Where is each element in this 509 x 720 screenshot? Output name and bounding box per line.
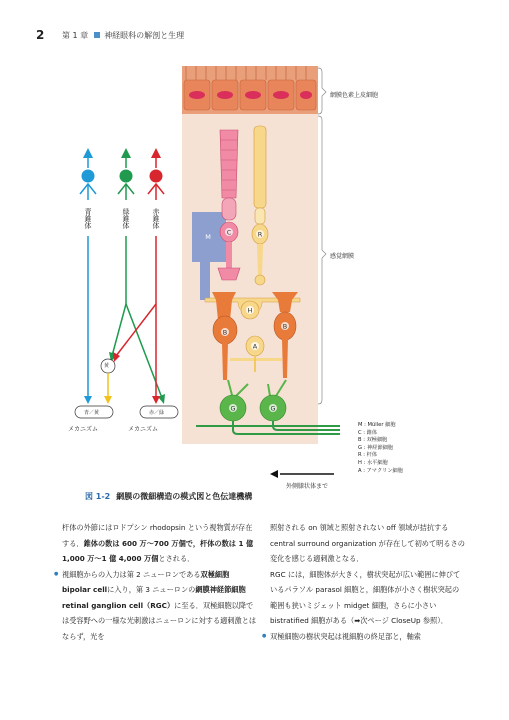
- red-cone-dot: [150, 170, 163, 183]
- page-number: 2: [36, 28, 45, 42]
- label-b-right: B: [282, 322, 288, 331]
- left-paragraph-2: [62, 567, 257, 645]
- left-p1-text: 杆体の外節にはロドプシン rhodopsin という視物質が存在する．: [62, 523, 253, 548]
- body-left-column: [62, 520, 257, 644]
- figure-caption-text: 網膜の微細構造の模式図と色伝達機構: [116, 492, 253, 501]
- blue-cone-label: 青錐体: [84, 208, 92, 229]
- green-cone-dot: [120, 170, 133, 183]
- color-pathways: [80, 148, 165, 404]
- green-cone-label: 緑錐体: [122, 208, 130, 229]
- chapter-label: 第 1 章: [62, 31, 89, 40]
- blue-yellow-box-text: 青／黄: [84, 410, 100, 416]
- legend-item: A : アマクリン細胞: [358, 467, 403, 474]
- legend-item: H : 水平細胞: [358, 459, 388, 466]
- rpe-bracket: [318, 68, 326, 114]
- left-p2-e: に至る．双極細胞以降では受容野への一様な光刺激はニューロンに対する適刺激とはならず，光を: [62, 600, 257, 641]
- left-paragraph-1: [62, 520, 257, 567]
- blue-yellow-mechanism-label: メカニズム: [68, 426, 99, 433]
- lgn-label: 外側膝状体まで: [286, 483, 329, 490]
- left-p2-c: に入り，第 3 ニューロンの: [107, 585, 196, 594]
- legend-item: R : 杆体: [358, 452, 378, 459]
- legend-item: C : 錐体: [358, 429, 378, 436]
- blue-cone-dot: [82, 170, 95, 183]
- rpe-cells: [184, 80, 316, 110]
- legend-item: G : 神経節細胞: [358, 444, 394, 451]
- yellow-node-label: 黄: [104, 363, 110, 369]
- label-b-left: B: [222, 328, 228, 337]
- section-title: 神経眼科の解剖と生理: [104, 31, 185, 40]
- rpe-label: 網膜色素上皮細胞: [330, 92, 379, 99]
- label-h: H: [247, 306, 253, 315]
- label-r: R: [257, 230, 263, 239]
- label-g-right: G: [270, 404, 276, 413]
- sensory-retina-label: 感覚網膜: [330, 253, 355, 260]
- right-paragraph-1: 照射される on 領域と照射されない off 領域が拮抗する central surround organization が存在して初めて明るさの変化を感じる適刺激となる．: [270, 523, 465, 563]
- right-paragraph-3: ● 双極細胞の樹状突起は視細胞の終足部と，軸索: [270, 629, 465, 645]
- blue-arrow-icon: [83, 148, 93, 158]
- red-arrow-icon: [151, 148, 161, 158]
- label-c: C: [226, 228, 232, 237]
- left-p2-a: 視細胞からの入力は第 2 ニューロンである: [62, 569, 201, 579]
- green-arrow-icon: [121, 148, 131, 158]
- body-right-column: [270, 520, 465, 644]
- figure-caption: [85, 491, 252, 502]
- figure-legend: [358, 422, 403, 475]
- right-paragraph-2: RGC には，細胞体が大きく，樹状突起が広い範囲に伸びているパラソル parasol 細胞と，細胞体が小さく樹状突起の範囲も狭いミジェット midget 細胞，さらに小さい bistratified 細胞がある（➡次ページ CloseUp 参照）．: [270, 569, 461, 625]
- left-p2-b: 双極細胞 bipolar cell: [62, 569, 230, 594]
- label-a: A: [252, 342, 258, 351]
- left-p2-d: 網膜神経節細胞 retinal ganglion cell（RGC）: [62, 585, 246, 610]
- figure-number: 図 1-2: [85, 492, 111, 501]
- label-m: M: [205, 233, 211, 241]
- red-green-mechanism-label: メカニズム: [128, 426, 159, 433]
- sensory-retina-bracket: [318, 116, 326, 404]
- legend-item: M : Müller 細胞: [358, 422, 396, 428]
- left-arrow-icon: [270, 470, 278, 478]
- legend-item: B : 双極細胞: [358, 437, 388, 444]
- label-g-left: G: [230, 404, 236, 413]
- red-cone-label: 赤錐体: [152, 208, 160, 229]
- left-p1-end: とされる．: [158, 554, 195, 563]
- left-p1-bold: 錐体の数は 600 万～700 万個で，杆体の数は 1 億 1,000 万～1 億 4,000 万個: [62, 538, 254, 563]
- red-green-box-text: 赤／緑: [149, 410, 165, 416]
